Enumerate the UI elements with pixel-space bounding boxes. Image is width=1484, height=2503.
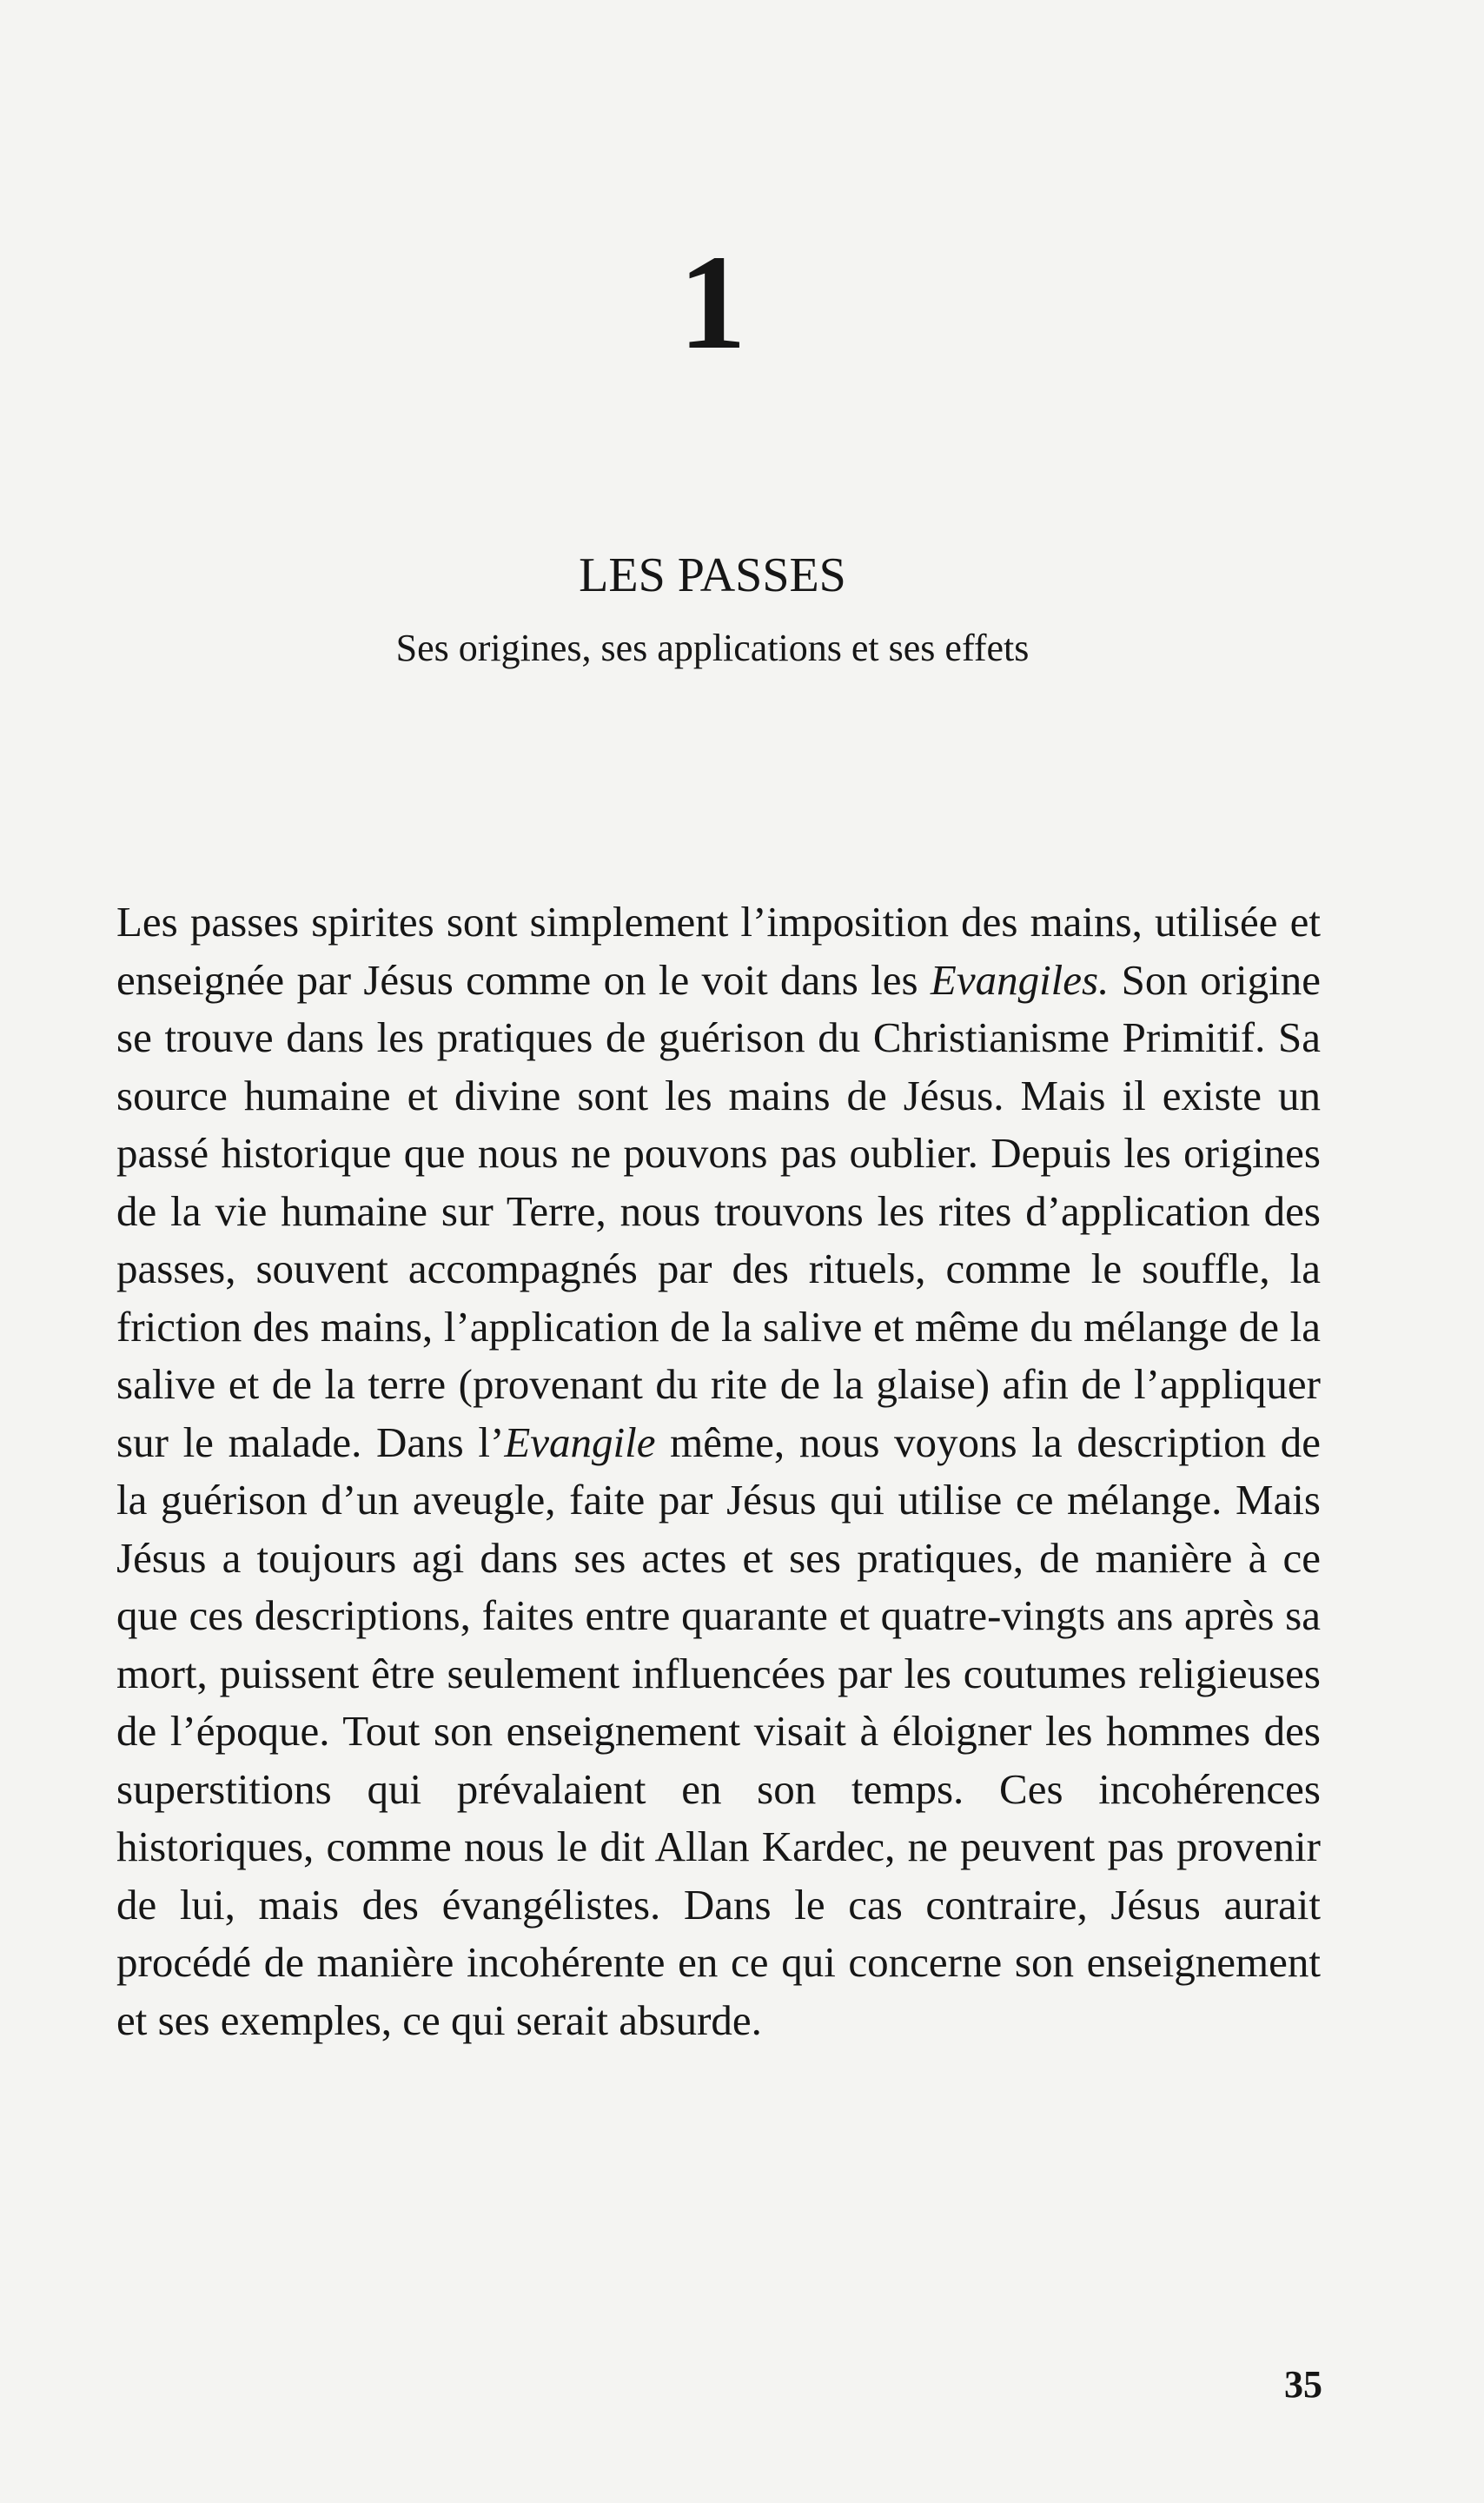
paragraph-text-2: Son origine se trouve dans les pratiques de guérison du Christianisme Primitif. Sa source humaine et divine sont les mains de Jésus. Mais il existe un passé historique que nous ne pouvons pas oublier. Depuis les origines de la vie humaine sur Terre, nous trouvons les rites d’application des passes, souvent accompagnés par des rituels, comme le souffle, la friction des mains, l’application de la salive et même du mélange de la salive et de la terre (provenant du rite de la glaise) afin de l’appliquer sur le malade. Dans l’ [116,955,1322,1466]
paragraph-italic-evangiles: Evangiles. [930,955,1110,1004]
paragraph-italic-evangile: Evangile [504,1417,656,1466]
chapter-title: LES PASSES [579,548,846,602]
page-number: 35 [1284,2363,1322,2406]
chapter-number: 1 [679,227,746,377]
paragraph-text-1: Les passes spirites sont simplement l’imposition des mains, utilisée et enseignée par Jésus comme on le voit dans les [116,898,1321,1004]
paragraph-text-3: même, nous voyons la description de la guérison d’un aveugle, faite par Jésus qui utilise ce mélange. Mais Jésus a toujours agi dans ses actes et ses pratiques, de manière à ce que ces descriptions, faites entre quarante et quatre-vingts ans après sa mort, puissent être seulement influencées par les coutumes religieuses de l’époque. Tout son enseignement visait à éloigner les hommes des superstitions qui prévalaient en son temps. Ces incohérences historiques, comme nous le dit Allan Kardec, ne peuvent pas provenir de lui, mais des évangélistes. Dans le cas contraire, Jésus aurait procédé de manière incohérente en ce qui concerne son enseignement et ses exemples, ce qui serait absurde. [116,1417,1322,2044]
chapter-subtitle: Ses origines, ses applications et ses effets [395,627,1030,669]
body-paragraph [116,893,1321,2049]
